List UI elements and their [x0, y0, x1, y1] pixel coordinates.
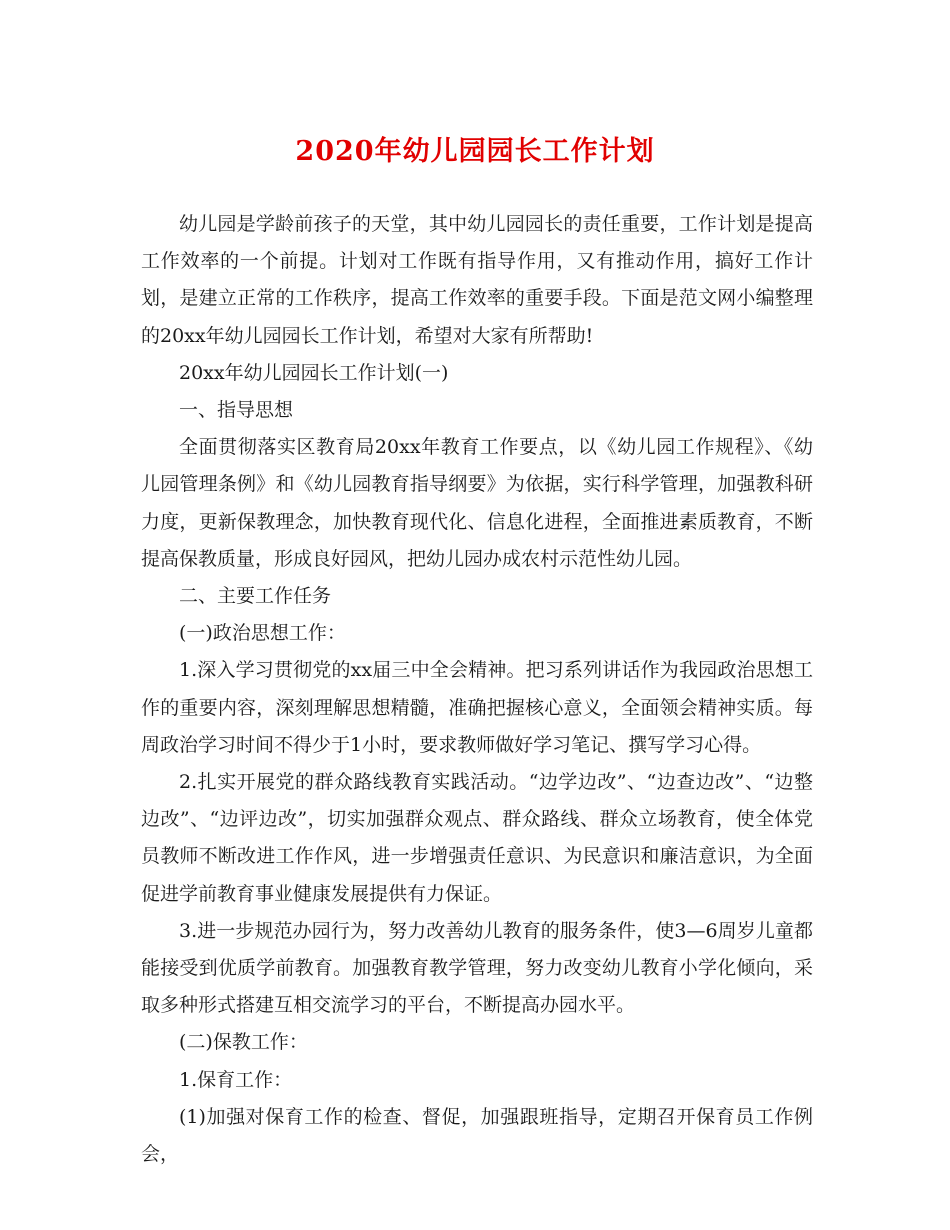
political-work-item-2: 2.扎实开展党的群众路线教育实践活动。“边学边改”、“边查边改”、“边整边改”、“边评边改”，切实加强群众观点、群众路线、群众立场教育，使全体党员教师不断改进工作作风，进一步增强责任意识、为民意识和廉洁意识，为全面促进学前教育事业健康发展提供有力保证。: [141, 771, 813, 905]
document-body: [141, 206, 813, 1173]
document-title: 2020年幼儿园园长工作计划: [295, 136, 655, 167]
subsection-heading-care-education: (二)保教工作：: [179, 1031, 308, 1054]
political-work-item-1: 1.深入学习贯彻党的xx届三中全会精神。把习系列讲话作为我园政治思想工作的重要内容，深刻理解思想精髓，准确把握核心意义，全面领会精神实质。每周政治学习时间不得少于1小时，要求教师做好学习笔记、撰写学习心得。: [141, 659, 813, 756]
plan-subtitle: 20xx年幼儿园园长工作计划(一): [179, 361, 449, 384]
guiding-ideology-paragraph: 全面贯彻落实区教育局20xx年教育工作要点，以《幼儿园工作规程》、《幼儿园管理条例》和《幼儿园教育指导纲要》为依据，实行科学管理，加强教科研力度，更新保教理念，加快教育现代化、信息化进程，全面推进素质教育，不断提高保教质量，形成良好园风，把幼儿园办成农村示范性幼儿园。: [141, 436, 813, 570]
care-work-item-1: (1)加强对保育工作的检查、督促，加强跟班指导，定期召开保育员工作例会，: [141, 1105, 813, 1166]
subsection-heading-political-work: (一)政治思想工作：: [179, 622, 346, 645]
political-work-item-3: 3.进一步规范办园行为，努力改善幼儿教育的服务条件，使3—6周岁儿童都能接受到优质学前教育。加强教育教学管理，努力改变幼儿教育小学化倾向，采取多种形式搭建互相交流学习的平台，不断提高办园水平。: [141, 919, 813, 1017]
section-heading-guiding-ideology: 一、指导思想: [179, 399, 294, 422]
care-work-heading: 1.保育工作：: [179, 1068, 293, 1091]
intro-paragraph: 幼儿园是学龄前孩子的天堂，其中幼儿园园长的责任重要，工作计划是提高工作效率的一个前提。计划对工作既有指导作用，又有推动作用，搞好工作计划，是建立正常的工作秩序，提高工作效率的重要手段。下面是范文网小编整理的20xx年幼儿园园长工作计划，希望对大家有所帮助!: [141, 213, 813, 347]
section-heading-main-tasks: 二、主要工作任务: [179, 585, 332, 608]
